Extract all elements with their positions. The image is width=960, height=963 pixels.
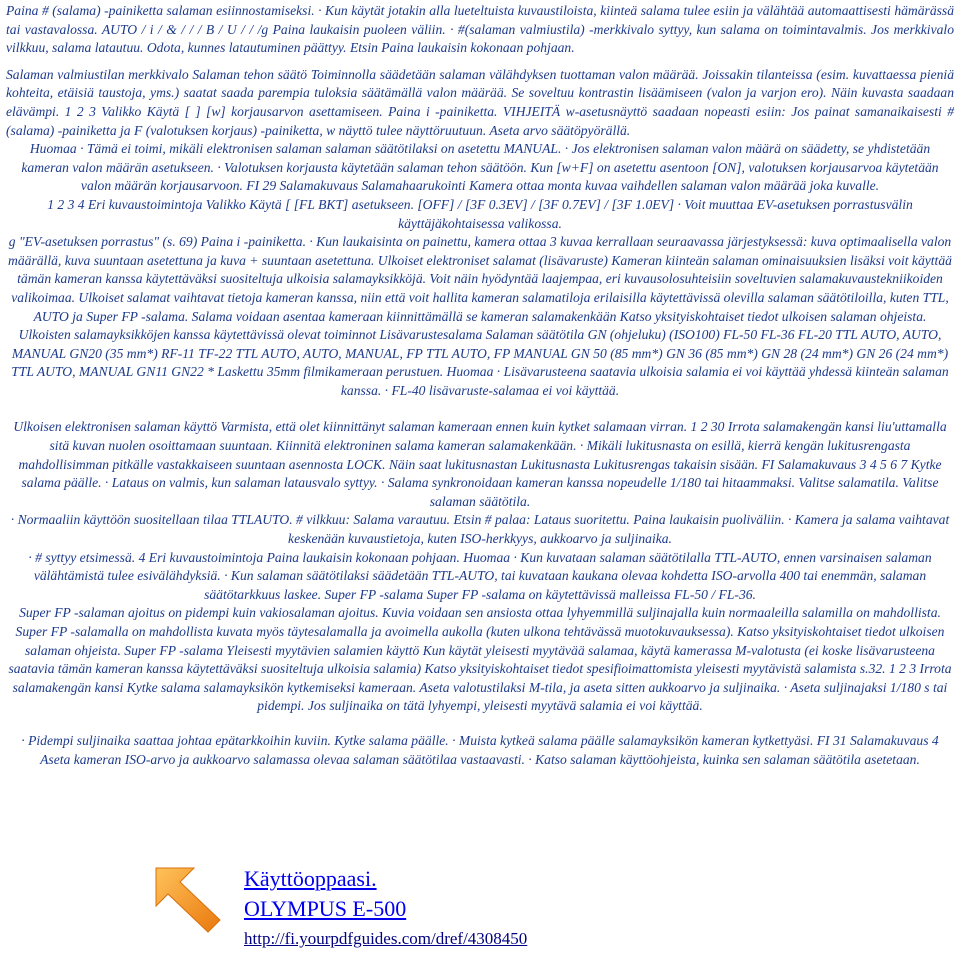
section-1 — [6, 2, 954, 58]
paragraph: Paina # (salama) -painiketta salaman esiinnostamiseksi. · Kun käytät jotakin alla lueteltuista kuvaustiloista, kiinteä salama tulee esiin ja välähtää automaattisesti hämärässä tai vastavalossa. AUTO / i / & / / / B / U / / /g Paina laukaisin puoleen väliin. · #(salaman valmiustila) -merkkivalo syttyy, kun salama on toimintavalmis. Jos merkkivalo vilkkuu, salama latautuu. Odota, kunnes latautuminen päättyy. Etsin Paina laukaisin kokonaan pohjaan. — [6, 3, 954, 56]
paragraph: 1 2 3 4 Eri kuvaustoimintoja Valikko Käytä [ [FL BKT] asetukseen. [OFF] / [3F 0.3EV] / [3F 0.7EV] / [3F 1.0EV] · Voit muuttaa EV-asetuksen porrastusvälin käyttäjäkohtaisessa valikossa. — [47, 196, 913, 231]
paragraph: · # syttyy etsimessä. 4 Eri kuvaustoimintoja Paina laukaisin kokonaan pohjaan. Huomaa · Kun kuvataan salaman säätötilalla TTL-AUTO, ennen varsinaisen salaman välähtämistä tulee esivälähdyksiä. · Kun salaman säätötilaksi säädetään TTL-AUTO, tai kuvataan kaukana olevaa kohdetta ISO-arvolla 400 tai enemmän, salaman säätötarkkuus laskee. Super FP -salama Super FP -salama on käytettävissä malleissa FL-50 / FL-36. — [28, 549, 932, 602]
section-2 — [6, 66, 954, 401]
paragraph: Salaman valmiustilan merkkivalo Salaman tehon säätö Toiminnolla säädetään salaman välähdyksen tuottaman valon määrää. Joissakin tilanteissa (esim. kuvattaessa pieniä kohteita, etäisiä taustoja, yms.) saatat saada parempia tuloksia säätämällä valon määrää. Se soveltuu kontrastin lisäämiseen (valon ja varjon ero). Näin kuvasta saadaan elävämpi. 1 2 3 Valikko Käytä [ ] [w] korjausarvon asettamiseen. Paina i -painiketta. VIHJEITÄ w-asetusnäyttö saadaan nopeasti esiin: Jos painat samanaikaisesti # (salama) -painiketta ja F (valotuksen korjaus) -painiketta, w näyttö tulee näyttöruutuun. Aseta arvo säätöpyörällä. — [6, 66, 954, 138]
orange-arrow-icon — [150, 860, 230, 940]
section-4 — [6, 732, 954, 769]
paragraph: Huomaa · Tämä ei toimi, mikäli elektronisen salaman salaman säätötilaksi on asetettu MANUAL. · Jos elektronisen salaman valon määrä on säädetty, se yhdistetään kameran valon määrän asetukseen. · Valotuksen korjausta käytetään salaman tehon säätöön. Kun [w+F] on asetettu asentoon [ON], valotuksen korjausarvoa käytetään valon määrän korjausarvoon. FI 29 Salamakuvaus Salamahaarukointi Kamera ottaa monta kuvaa vaihdellen salaman valon määrää joka kuvalle. — [21, 141, 939, 194]
paragraph: · Pidempi suljinaika saattaa johtaa epätarkkoihin kuviin. Kytke salama päälle. · Muista kytkeä salama päälle salamayksikön kameran kytkettyäsi. FI 31 Salamakuvaus 4 Aseta kameran ISO-arvo ja aukkoarvo salamassa olevaa salaman säätötilaa vastaavasti. · Katso salaman käyttöohjeista, kuinka sen salaman säätötila asetetaan. — [21, 732, 939, 767]
paragraph: g "EV-asetuksen porrastus" (s. 69) Paina i -painiketta. · Kun laukaisinta on painettu, kamera ottaa 3 kuvaa kerrallaan seuraavassa järjestyksessä: kuva optimaalisella valon määrällä, kuva suuntaan asetettuna ja kuva + suuntaan asetettuna. Ulkoiset elektroniset salamat (lisävaruste) Kameran kiinteän salaman ominaisuuksien lisäksi voit käyttää tämän kameran kanssa käytettäväksi suositeltuja ulkoisia salamayksikköjä. Voit näin hyödyntää laajempaa, eri kuvausolosuhteisiin soveltuvien salamakuvaustekniikoiden valikoimaa. Ulkoiset salamat vaihtavat tietoja kameran kanssa, niin että voit hallita kameran salamatiloja erilaisilla käytettävissä olevilla salaman säätötiloilla, kuten TTL, AUTO ja Super FP -salama. Salama voidaan asentaa kameraan kiinnittämällä se kameran salamakenkään Katso yksityiskohtaiset tiedot ulkoisen salaman ohjeista. Ulkoisten salamayksikköjen kanssa käytettävissä olevat toiminnot Lisävarustesalama Salaman säätötila GN (ohjeluku) (ISO100) FL-50 FL-36 FL-20 TTL AUTO, AUTO, MANUAL GN20 (35 mm*) RF-11 TF-22 TTL AUTO, AUTO, MANUAL, FP TTL AUTO, FP MANUAL GN 50 (85 mm*) GN 36 (85 mm*) GN 28 (24 mm*) GN 26 (24 mm*) TTL AUTO, MANUAL GN11 GN22 * Laskettu 35mm filmikameraan perustuen. Huomaa · Lisävarusteena saatavia ulkoisia salamia ei voi käyttää yhdessä kiinteän salaman kanssa. · FL-40 lisävaruste-salamaa ei voi käyttää. — [8, 234, 952, 398]
product-link[interactable]: OLYMPUS E-500 — [244, 896, 407, 921]
paragraph: · Normaaliin käyttöön suositellaan tilaa TTLAUTO. # vilkkuu: Salama varautuu. Etsin # palaa: Lataus suoritettu. Paina laukaisin puoliväliin. · Kamera ja salama vaihtavat keskenään kuvaustietoja, kuten ISO-herkkyys, aukkoarvo ja suljinaika. — [10, 512, 950, 547]
url-link[interactable]: http://fi.yourpdfguides.com/dref/4308450 — [244, 929, 528, 948]
paragraph: Super FP -salaman ajoitus on pidempi kuin vakiosalaman ajoitus. Kuvia voidaan sen ansiosta ottaa lyhyemmillä suljinajalla kuin normaaleilla salamilla on mahdollista. Super FP -salamalla on mahdollista kuvata myös täytesalamalla ja avoimella aukolla (kuten ulkona tehtävässä muotokuvauksessa). Katso yksityiskohtaiset tiedot ulkoisen salaman ohjeista. Super FP -salama Yleisesti myytävien salamien käyttö Kun käytät yleisesti myytävää salamaa, käytä kamerassa M-valotusta (ei koske lisävarusteena saatavia tämän kameran kanssa käytettäväksi suositeltuja ulkoisia salamia) Katso yksityiskohtaiset tiedot spesifioimattomista yleisesti myytävistä salamista s.32. 1 2 3 Irrota salamakengän kansi Kytke salama salamayksikön kytkemiseksi kameraan. Aseta valotustilaksi M-tila, ja aseta sitten aukkoarvo ja suljinaika. · Aseta suljinajaksi 1/180 s tai pidempi. Jos suljinaika on tätä lyhyempi, yleisesti myytävä salamia ei voi käyttää. — [8, 605, 952, 714]
paragraph: Ulkoisen elektronisen salaman käyttö Varmista, että olet kiinnittänyt salaman kameraan ennen kuin kytket salamaan virran. 1 2 30 Irrota salamakengän kansi liu'uttamalla sitä kuvan nuolen osoittamaan suuntaan. Kiinnitä elektroninen salama kameran salamakenkään. · Mikäli lukitusnasta on esillä, kierrä kengän lukitusrengasta mahdollisimman pitkälle vastakkaiseen suuntaan asennosta LOCK. Näin saat lukitusnastan Lukitusnasta Lukitusrengas takaisin sisään. FI Salamakuvaus 3 4 5 6 7 Kytke salama päälle. · Lataus on valmis, kun salaman latausvalo syttyy. · Salama synkronoidaan kameran kanssa nopeudelle 1/180 tai hitaammaksi. Valitse salamatila. Valitse salaman säätötila. — [13, 419, 947, 509]
link-group — [244, 864, 527, 952]
section-3 — [6, 418, 954, 716]
user-guide-link[interactable]: Käyttöoppaasi. — [244, 866, 377, 891]
